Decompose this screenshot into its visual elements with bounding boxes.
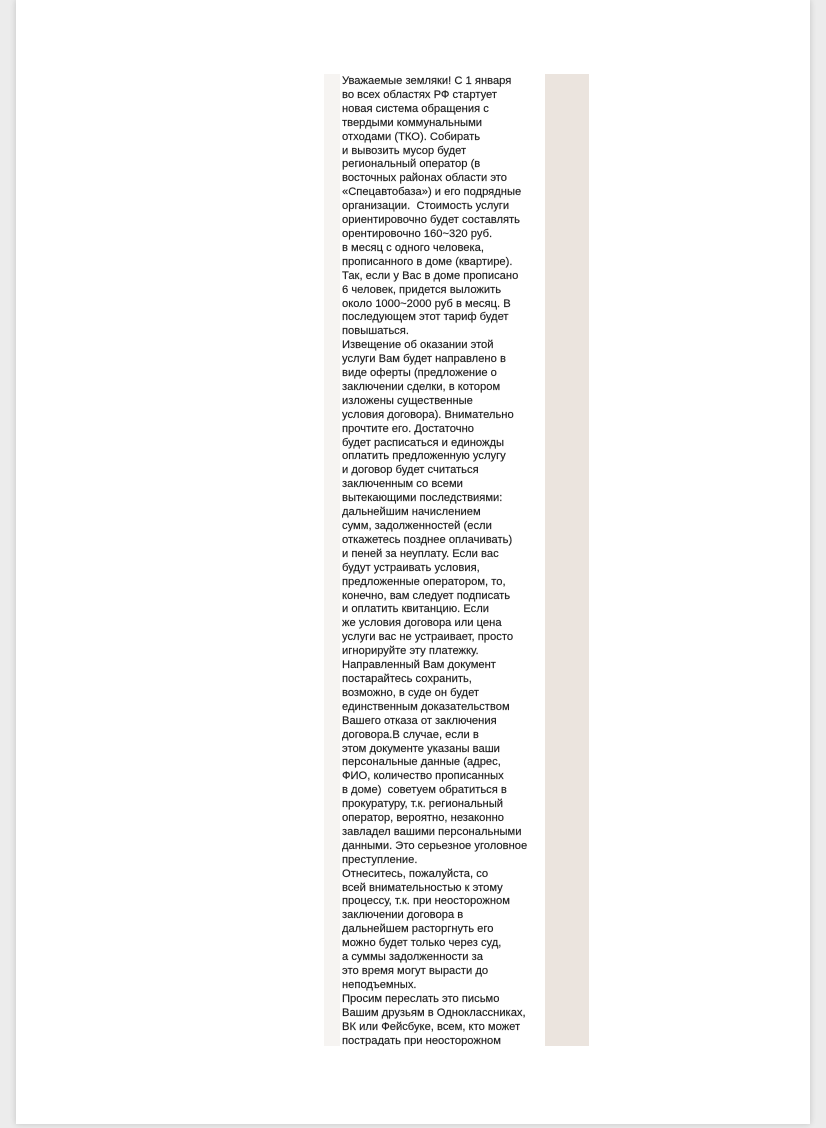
message-text: Уважаемые земляки! С 1 января во всех областях РФ стартует новая система обращения с твердыми коммунальными отходами (ТКО). Собирать и вывозить мусор будет региональный оператор (в восточных районах области это «Спецавтобаза») и его подрядные организации. Стоимость услуги ориентировочно будет составлять орентировочно 160~320 руб. в месяц с одного человека, прописанного в доме (квартире). Так, если у Вас в доме прописано 6 человек, придется выложить около 1000~2000 руб в месяц. В последующем этот тариф будет повышаться. Извещение об оказании этой услуги Вам будет направлено в виде оферты (предложение о заключении сделки, в котором изложены существенные условия договора). Внимательно прочтите его. Достаточно будет расписаться и единожды оплатить предложенную услугу и договор будет считаться заключенным со всеми вытекающими последствиями: дальнейшим начислением сумм, задолженностей (если откажетесь позднее оплачивать) и пеней за неуплату. Если вас будут устраивать условия, предложенные оператором, то, конечно, вам следует подписать и оплатить квитанцию. Если же условия договора или цена услуги вас не устраивает, просто игнорируйте эту платежку. Направленный Вам документ постарайтесь сохранить, возможно, в суде он будет единственным доказательством Вашего отказа от заключения договора.В случае, если в этом документе указаны ваши персональные данные (адрес, ФИО, количество прописанных в доме) советуем обратиться в прокуратуру, т.к. региональный оператор, вероятно, незаконно завладел вашими персональными данными. Это серьезное уголовное преступление. Отнеситесь, пожалуйста, со всей внимательностью к этому процессу, т.к. при неосторожном заключении договора в дальнейшем расторгнуть его можно будет только через суд, а суммы задолженности за это время могут вырасти до неподъемных. Просим переслать это письмо Вашим друзьям в Одноклассниках, ВК или Фейсбуке, всем, кто может пострадать при неосторожном xyxy=(342,75,528,1046)
message-screenshot xyxy=(324,74,589,1046)
strip-left-edge xyxy=(324,74,340,1046)
document-page xyxy=(16,0,810,1124)
strip-right-edge xyxy=(545,74,589,1046)
